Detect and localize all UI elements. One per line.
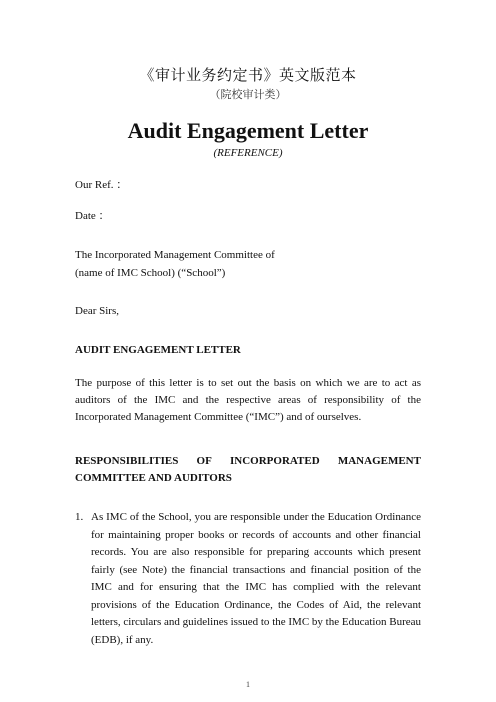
- salutation: Dear Sirs,: [75, 305, 119, 317]
- heading-word: INCORPORATED: [230, 455, 320, 467]
- purpose-paragraph: The purpose of this letter is to set out the basis on which we are to act as auditors of the IMC and the respective areas of responsibility of the Incorporated Management Committee (“IMC”) and of ourselves.: [75, 377, 421, 423]
- addressee-line-2: (name of IMC School) (“School”): [75, 267, 226, 279]
- our-ref-field: Our Ref. ：: [75, 179, 128, 191]
- document-title: Audit Engagement Letter: [127, 118, 369, 143]
- list-item-number: 1.: [75, 511, 84, 523]
- date-field: Date ：: [75, 210, 110, 222]
- heading-word: RESPONSIBILITIES: [75, 455, 179, 467]
- section-heading-audit-engagement: AUDIT ENGAGEMENT LETTER: [75, 344, 241, 356]
- chinese-title: 《审计业务约定书》英文版范本: [139, 68, 357, 84]
- heading-word: MANAGEMENT: [337, 455, 421, 467]
- list-item-text: As IMC of the School, you are responsible under the Education Ordinance for maintaining proper books or records of accounts and other financial records. You are also responsible for preparing accounts which present fairly (see Note) the financial transactions and financial position of the IMC and for ensuring that the IMC has complied with the relevant provisions of the Education Ordinance, the Codes of Aid, the relevant letters, circulars and guidelines issued to the IMC by the Education Bureau (EDB), if any.: [91, 511, 421, 646]
- section-heading-responsibilities: [75, 453, 421, 487]
- heading-line-2: COMMITTEE AND AUDITORS: [75, 472, 232, 484]
- page-number: 1: [246, 680, 250, 689]
- reference-label: (REFERENCE): [213, 147, 283, 159]
- heading-word: OF: [196, 455, 212, 467]
- heading-line-1: [75, 453, 421, 470]
- chinese-subtitle: （院校审计类）: [209, 89, 287, 101]
- addressee-line-1: The Incorporated Management Committee of: [75, 249, 275, 261]
